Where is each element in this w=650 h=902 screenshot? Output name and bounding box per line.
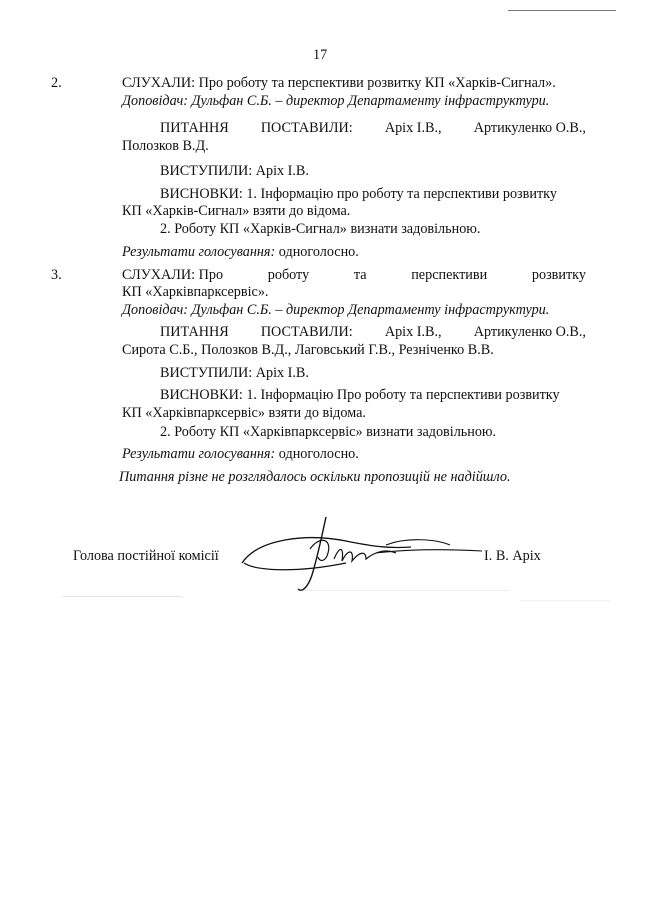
spoke-line: ВИСТУПИЛИ: Аріх І.В.: [160, 163, 309, 179]
questions-label: ПИТАННЯ: [160, 120, 229, 136]
conclusions-line-3: 2. Роботу КП «Харків-Сигнал» визнати задовільною.: [160, 221, 481, 237]
questions-line: [160, 120, 586, 137]
scan-noise: [520, 600, 610, 601]
vote-line: [122, 244, 359, 261]
signatory-title: Голова постійної комісії: [73, 548, 219, 564]
conclusions-line-1: ВИСНОВКИ: 1. Інформацію Про роботу та перспективи розвитку: [160, 387, 560, 403]
vote-label: Результати голосування:: [122, 244, 276, 260]
spoke-line: ВИСТУПИЛИ: Аріх І.В.: [160, 365, 309, 381]
questions-name: Аріх І.В.,: [384, 120, 442, 136]
questions-name: Артикуленко О.В.,: [473, 324, 586, 340]
questions-cont: Полозков В.Д.: [122, 138, 209, 154]
heard-word: роботу: [267, 267, 310, 283]
header-rule: [508, 10, 616, 11]
questions-label: ПИТАННЯ: [160, 324, 229, 340]
conclusions-line-1: ВИСНОВКИ: 1. Інформацію про роботу та перспективи розвитку: [160, 186, 557, 202]
questions-name: Артикуленко О.В.,: [473, 120, 586, 136]
vote-value: одноголосно.: [278, 244, 359, 260]
questions-name: Аріх І.В.,: [384, 324, 442, 340]
page-number: 17: [313, 47, 328, 63]
heard-word: СЛУХАЛИ: Про: [122, 267, 224, 283]
signatory-name: І. В. Аріх: [484, 548, 541, 564]
conclusions-line-2: КП «Харківпарксервіс» взяти до відома.: [122, 405, 366, 421]
questions-cont: Сирота С.Б., Полозков В.Д., Лаговський Г.В., Резніченко В.В.: [122, 342, 494, 358]
vote-line: [122, 446, 359, 463]
questions-line: [160, 324, 586, 341]
handwritten-signature: [236, 505, 486, 600]
heard-label: СЛУХАЛИ:: [122, 75, 196, 91]
heard-cont: КП «Харківпарксервіс».: [122, 284, 269, 300]
scan-noise: [62, 596, 182, 597]
speaker-line: Доповідач: Дульфан С.Б. – директор Департаменту інфраструктури.: [122, 93, 550, 109]
heard-text: Про роботу та перспективи розвитку КП «Харків-Сигнал».: [198, 75, 556, 91]
heard-word: перспективи: [411, 267, 488, 283]
closing-note: Питання різне не розглядалось оскільки пропозицій не надійшло.: [119, 469, 511, 485]
questions-label-2: ПОСТАВИЛИ:: [260, 120, 353, 136]
scan-noise: [300, 590, 510, 591]
conclusions-line-2: КП «Харків-Сигнал» взяти до відома.: [122, 203, 351, 219]
questions-label-2: ПОСТАВИЛИ:: [260, 324, 353, 340]
vote-value: одноголосно.: [278, 446, 359, 462]
speaker-line: Доповідач: Дульфан С.Б. – директор Департаменту інфраструктури.: [122, 302, 550, 318]
vote-label: Результати голосування:: [122, 446, 276, 462]
heard-line: [122, 267, 586, 284]
heard-word: розвитку: [531, 267, 586, 283]
heard-line: [122, 75, 556, 92]
conclusions-line-3: 2. Роботу КП «Харківпарксервіс» визнати задовільною.: [160, 424, 497, 440]
heard-word: та: [353, 267, 367, 283]
item-number: 3.: [51, 267, 62, 283]
item-number: 2.: [51, 75, 62, 91]
